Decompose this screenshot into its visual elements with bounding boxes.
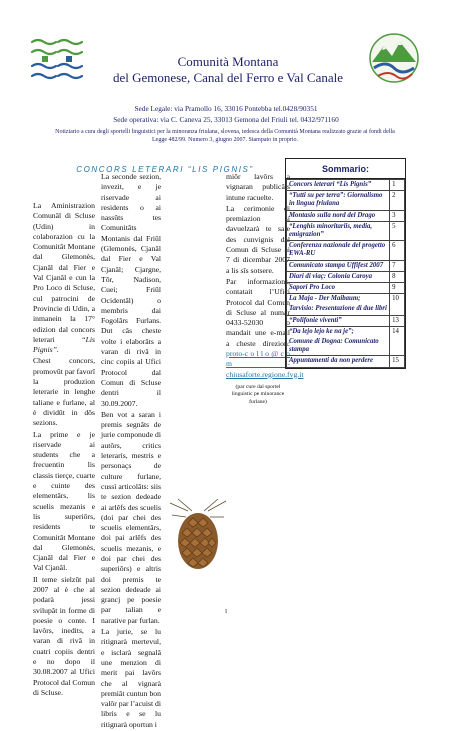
toc-row[interactable] <box>287 271 405 282</box>
toc-entry-title[interactable] <box>287 315 390 326</box>
col2-paragraph-1: La seconde sezion, invezit, e je riservade ai residents o ai nassûts tes Comunitâts Montanis dal Friûl (Glemonès, Cjanâl dal Fier e Val Cjanâl; Cjargne, Tôr, Nadison, Cuei; Friûl Ocidentâl) o membris dai Fogolârs Furlans. Dut câs cheste volte i elaborâts a varan di rivâ in cinc copiis al Ufici Protocol dal Comun di Scluse dentri il 30.09.2007. <box>101 172 161 408</box>
table-of-contents <box>286 179 405 368</box>
toc-row[interactable] <box>287 241 405 260</box>
toc-entry-title[interactable] <box>287 294 390 315</box>
pine-cone-image <box>168 497 228 573</box>
toc-entry-title-text: Comunicato stampa Uffifest 2007 <box>289 261 384 269</box>
toc-row[interactable] <box>287 326 405 356</box>
toc-page-number: 9 <box>390 283 405 294</box>
newsletter-note: Notiziario a cura degli sportelli linguistici per la minoranza friulana, slovena, tedesca della Comunità Montana realizzato grazie ai fondi della Legge 482/99. Numero 3, giugno 2007. Stampato in proprio. <box>55 129 395 143</box>
toc-page-number: 7 <box>390 260 405 271</box>
page-number: 1 <box>224 609 228 615</box>
toc-page-number: 14 <box>390 326 405 356</box>
toc-entry-title[interactable] <box>287 271 390 282</box>
toc-page-number: 13 <box>390 315 405 326</box>
email-link[interactable]: proto-c o l l o @ c o m - chiusaforte.regione.fvg.it <box>226 349 304 379</box>
toc-page-number: 2 <box>390 191 405 210</box>
address-block <box>0 103 452 125</box>
toc-row[interactable] <box>287 283 405 294</box>
toc-entry-title-text: Montasio sulla nord del Drago <box>289 211 376 219</box>
sommario-box <box>285 158 406 369</box>
col3-paragraph-3 <box>226 276 304 380</box>
sede-legale: Sede Legale: via Pramollo 16, 33016 Pontebba tel.0428/90351 <box>134 104 318 113</box>
article-column-2 <box>101 172 161 731</box>
toc-page-number: 6 <box>390 241 405 260</box>
article-title: CONCORS LETERARI “LIS PIGNIS” <box>76 165 254 174</box>
toc-entry-title-text: La Maja - Der Maibaum; <box>289 295 361 303</box>
organization-title <box>88 54 368 86</box>
toc-entry-title-text: “Tutti su per terra”: Giornalismo in lingua friulana <box>289 192 383 208</box>
col1-paragraph-1-text: La Aministrazion Comunâl di Scluse (Udin) in colaborazion cu la Comunitât Montane dal Glemonès, Cjanâl dal Fier e Val Cjanâl e cun la Pro Loco di Scluse, cul patrocini de Provincie di Udin, a inmanein la 17° edizion dal concors leterari <box>33 201 95 344</box>
toc-page-number: 1 <box>390 180 405 191</box>
toc-entry-title[interactable] <box>287 241 390 260</box>
toc-entry-title[interactable] <box>287 210 390 221</box>
col1-paragraph-4: Il teme sielzût pal 2007 al è che al podarà jessi svilupât in forme di poesie o conte. I lavôrs, inedits, a varan di rivâ in cuatri copiis dentri e no dopo il 30.08.2007 al Ufici Protocol dal Comun di Scluse. <box>33 574 95 697</box>
col3-paragraph-2: La cerimonie di premiazion si davuelzarà te sale des cunvignis dal Comun di Scluse ai 7 di dicembar 2007 a lis sîs sotsere. <box>226 203 290 275</box>
col2-paragraph-2: Ben vot a saran i premis segnâts de jurie componude di autôrs, critics leteraris, mestris e personaçs de culture furlane, cussì articolâts: siis te sezion dedeade ai arlêfs des scuelis (doi par chei des scuelis elementârs, doi pai arlêfs des scuelis mezanis, e doi par chei des superiôrs) e altris doi premis te sezion dedeade ai grancj pe poesie par talian e narative par furlan. <box>101 409 161 625</box>
col3-paragraph-3-text: Par informazions, contatait l’Ufici Protocol dal Comun di Scluse al numar 0433-52030 o mandait une e-mail a cheste direzion: <box>226 276 290 348</box>
toc-entry-subtitle: Comune di Dogna: Comunicato stampa <box>289 338 379 354</box>
toc-entry-title-text: Concors leterari “Lis Pignis” <box>289 181 372 188</box>
toc-entry-title-text: Conferenza nazionale del progetto EWA-RU <box>289 242 386 258</box>
col2-paragraph-3: La jurie, se lu ritignarà mertevul, e isclarà segnalâ une menzion di merit pai lavôrs che al vignarà premiât cuntun bon valôr par l’acuist di libris e se lu ritignarà oportun i <box>101 627 161 729</box>
toc-entry-title[interactable] <box>287 221 390 240</box>
toc-row[interactable] <box>287 294 405 315</box>
toc-entry-title-text: Appuntamenti da non perdere <box>289 357 374 365</box>
toc-row[interactable] <box>287 191 405 210</box>
toc-entry-title[interactable] <box>287 260 390 271</box>
sede-operativa: Sede operativa: via C. Caneva 25, 33013 Gemona del Friuli tel. 0432/971160 <box>113 115 339 124</box>
col1-paragraph-2: Chest concors, promovût par favorî la produzion leterarie in lenghe taliane e furlane, al è dividût in dôs sezions. <box>33 356 95 428</box>
article-credit: (par cure dal sportel linguistic pe minorance furlane) <box>231 383 285 405</box>
toc-row[interactable] <box>287 210 405 221</box>
toc-page-number: 8 <box>390 271 405 282</box>
article-column-1 <box>33 201 95 699</box>
toc-row[interactable] <box>287 260 405 271</box>
toc-entry-title[interactable] <box>287 326 390 356</box>
toc-row[interactable] <box>287 315 405 326</box>
toc-entry-title[interactable] <box>287 356 390 367</box>
toc-entry-title-text: “Da lejo lejo ke na je”; <box>289 327 354 335</box>
title-line-1: Comunità Montana <box>177 54 279 69</box>
toc-entry-title-text: Diari di viaç: Colonia Caroya <box>289 272 373 280</box>
toc-entry-title[interactable] <box>287 180 390 191</box>
comunita-montana-logo-left <box>28 36 86 88</box>
col1-paragraph-1 <box>33 201 95 355</box>
toc-page-number: 3 <box>390 210 405 221</box>
toc-entry-title-text: Sapori Pro Loco <box>289 284 336 292</box>
toc-entry-subtitle: Tarvisio: Presentazione di due libri <box>289 305 387 313</box>
toc-entry-title-text: “Polifonie viventi” <box>289 316 342 324</box>
toc-entry-title[interactable] <box>287 191 390 210</box>
toc-page-number: 15 <box>390 356 405 367</box>
title-line-2: del Gemonese, Canal del Ferro e Val Canale <box>112 70 344 85</box>
toc-row[interactable] <box>287 221 405 240</box>
mountain-river-logo-right <box>368 32 420 84</box>
sommario-heading: Sommario: <box>286 159 405 179</box>
toc-row[interactable] <box>287 356 405 367</box>
toc-entry-title-text: “Lenghis minoritariis, media, emigrazion” <box>289 222 373 239</box>
article-column-3 <box>226 172 304 407</box>
toc-page-number: 5 <box>390 221 405 240</box>
col1-paragraph-3: La prime e je riservade ai students che a frecuentin lis classis tierçe, cuarte e cuinte des elementârs, lis scuelis mezanis e lis superiôrs, residents te Comunitât Montane dal Glemonès, Cjanâl dal Fier e Val Cjanâl. <box>33 429 95 573</box>
contest-name: “Lis Pignis”. <box>33 334 95 355</box>
toc-page-number: 10 <box>390 294 405 315</box>
col3-paragraph-1: miôr lavôrs a vignaran publicâts intune racuelte. <box>226 172 290 202</box>
toc-entry-title[interactable] <box>287 283 390 294</box>
toc-row[interactable] <box>287 180 405 191</box>
